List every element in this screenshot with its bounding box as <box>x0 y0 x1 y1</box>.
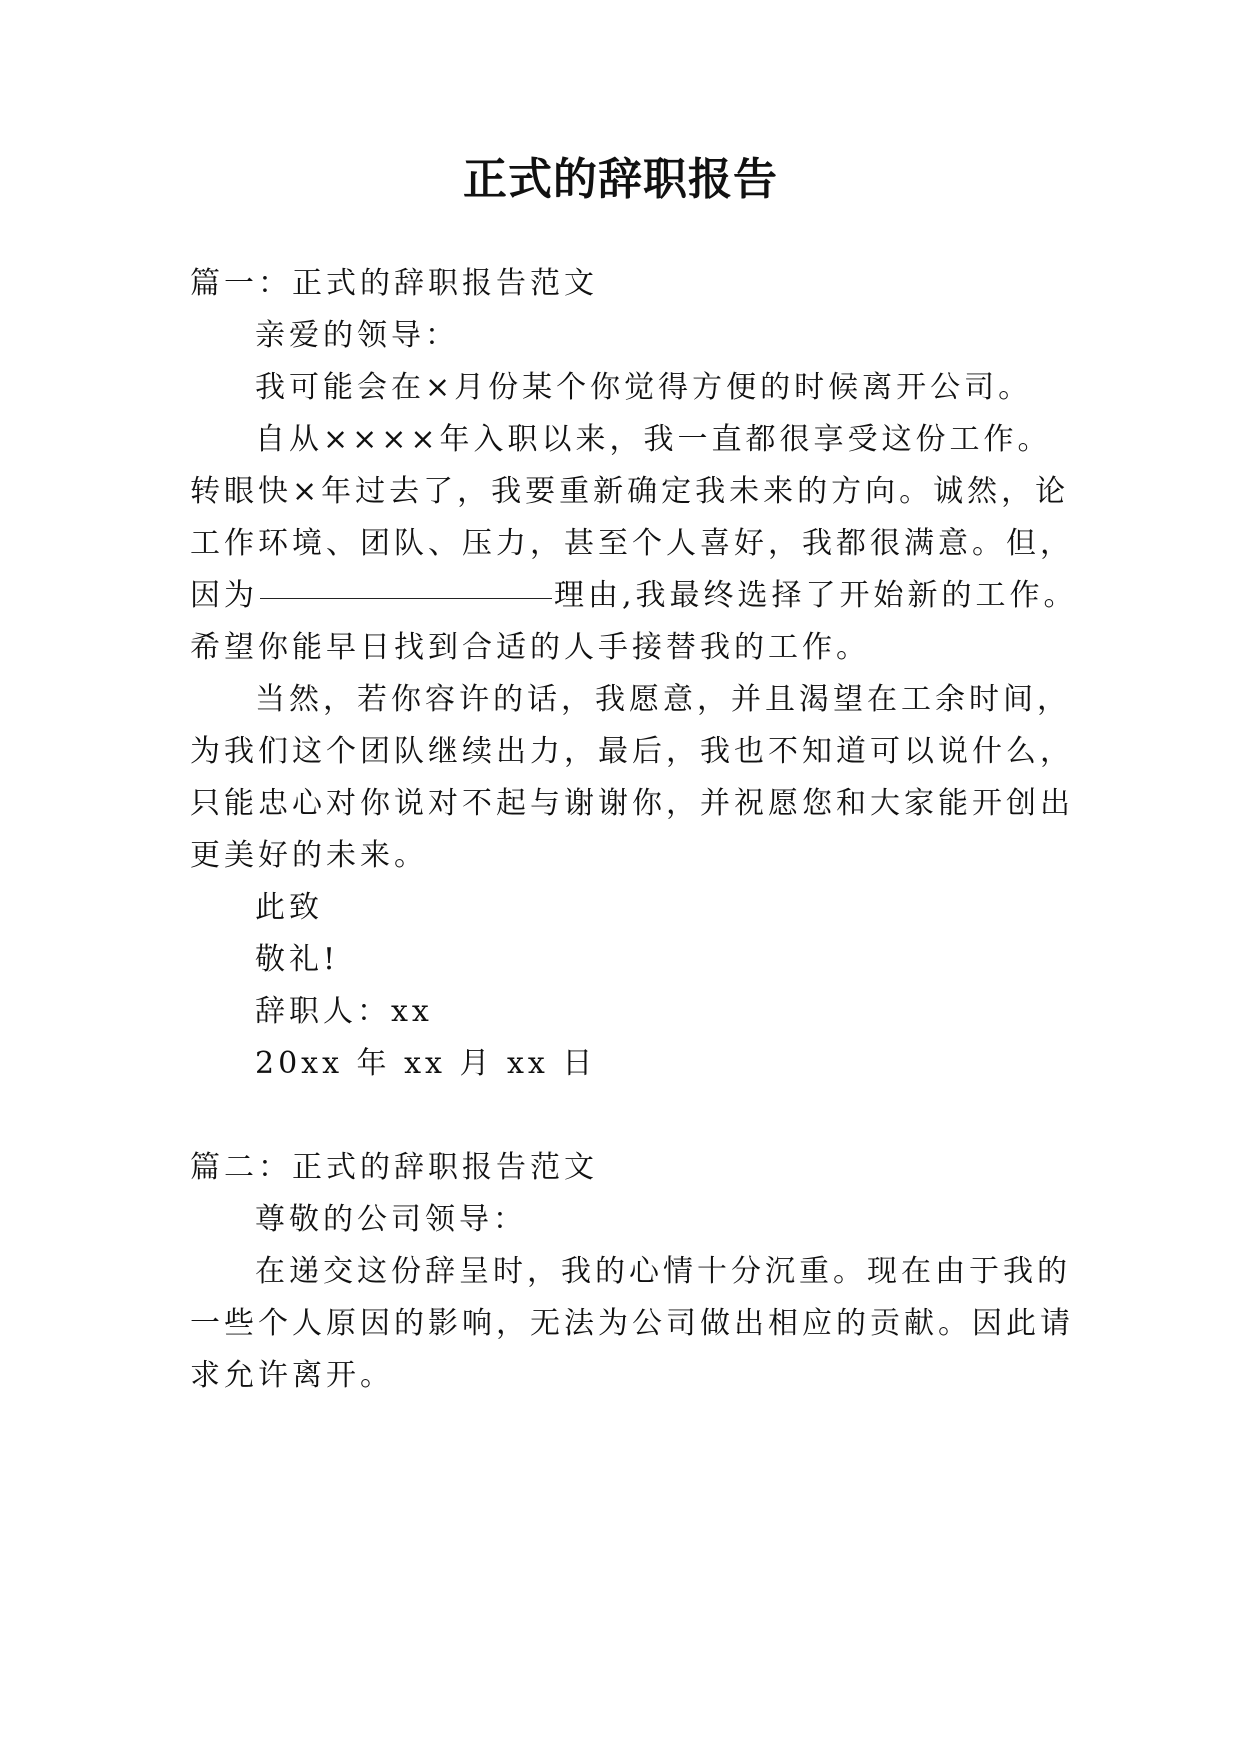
reason-prefix: 因为 <box>190 578 258 613</box>
section-1-paragraph-2-line-1: 自从××××年入职以来，我一直都很享受这份工作。 <box>255 422 1052 457</box>
section-2-paragraph-1-line-3: 求允许离开。 <box>190 1358 394 1393</box>
section-1-paragraph-1: 我可能会在×月份某个你觉得方便的时候离开公司。 <box>255 370 1033 405</box>
section-2-salutation: 尊敬的公司领导： <box>255 1202 527 1237</box>
signer-name: 辞职人：xx <box>255 994 433 1029</box>
section-1-paragraph-2-line-4 <box>190 574 1078 618</box>
signature-date: 20xx 年 xx 月 xx 日 <box>255 1046 597 1081</box>
section-1-salutation: 亲爱的领导： <box>255 318 459 353</box>
section-1-paragraph-2-line-5: 希望你能早日找到合适的人手接替我的工作。 <box>190 630 870 665</box>
closing-regards: 此致 <box>255 890 323 925</box>
reason-suffix: 理由,我最终选择了开始新的工作。 <box>554 578 1078 613</box>
section-1-paragraph-3-line-1: 当然，若你容许的话，我愿意，并且渴望在工余时间， <box>255 682 1071 717</box>
section-1-paragraph-3-line-4: 更美好的未来。 <box>190 838 428 873</box>
closing-salute: 敬礼! <box>255 942 340 977</box>
section-1-heading: 篇一：正式的辞职报告范文 <box>190 266 598 301</box>
section-1-paragraph-2-line-2: 转眼快×年过去了，我要重新确定我未来的方向。诚然，论 <box>190 474 1070 509</box>
section-2-paragraph-1-line-1: 在递交这份辞呈时，我的心情十分沉重。现在由于我的 <box>255 1254 1071 1289</box>
section-1-paragraph-3-line-2: 为我们这个团队继续出力，最后，我也不知道可以说什么， <box>190 734 1074 769</box>
section-1-paragraph-2-line-3: 工作环境、团队、压力，甚至个人喜好，我都很满意。但， <box>190 526 1074 561</box>
section-1-paragraph-3-line-3: 只能忠心对你说对不起与谢谢你，并祝愿您和大家能开创出 <box>190 786 1074 821</box>
reason-blank <box>260 596 552 599</box>
section-2-heading: 篇二：正式的辞职报告范文 <box>190 1150 598 1185</box>
section-2-paragraph-1-line-2: 一些个人原因的影响，无法为公司做出相应的贡献。因此请 <box>190 1306 1074 1341</box>
document-title: 正式的辞职报告 <box>463 154 778 205</box>
